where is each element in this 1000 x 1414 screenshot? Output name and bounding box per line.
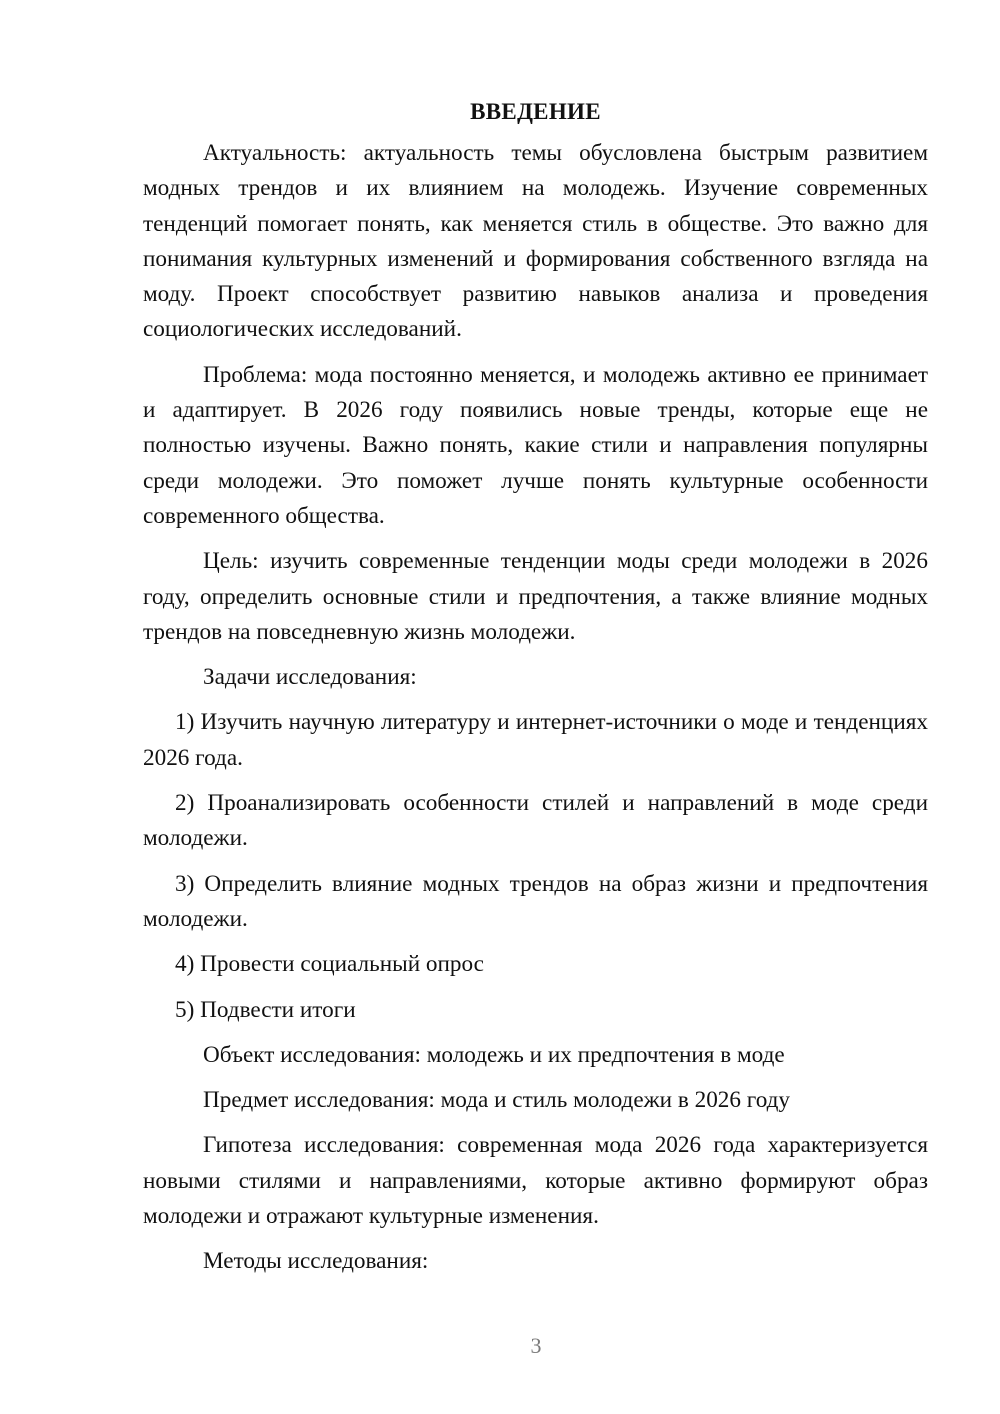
research-subject: Предмет исследования: мода и стиль молодежи в 2026 году — [203, 1087, 791, 1114]
list-item: 2) Проанализировать особенности стилей и направлений в моде среди молодежи. — [143, 790, 928, 852]
page-number: 3 — [530, 1333, 542, 1358]
tasks-list — [143, 705, 928, 1027]
list-item: 3) Определить влияние модных трендов на образ жизни и предпочтения молодежи. — [143, 870, 928, 932]
research-hypothesis: Гипотеза исследования: современная мода 2026 года характеризуется новыми стилями и направлениями, которые активно формируют образ молодежи и отражают культурные изменения. — [143, 1132, 928, 1230]
goal-paragraph: Цель: изучить современные тенденции моды среди молодежи в 2026 году, определить основные стили и предпочтения, а также влияние модных трендов на повседневную жизнь молодежи. — [143, 548, 928, 645]
list-item: 1) Изучить научную литературу и интернет-источники о моде и тенденциях 2026 года. — [143, 709, 928, 771]
relevance-paragraph: Актуальность: актуальность темы обусловлена быстрым развитием модных трендов и их влиянием на молодежь. Изучение современных тенденций помогает понять, как меняется стиль в обществе. Это важно для понимания культурных изменений и формирования собственного взгляда на моду. Проект способствует развитию навыков анализа и проведения социологических исследований. — [143, 140, 928, 343]
list-item: 4) Провести социальный опрос — [175, 951, 484, 978]
list-item: 5) Подвести итоги — [175, 996, 356, 1023]
research-methods: Методы исследования: — [203, 1248, 429, 1275]
problem-paragraph: Проблема: мода постоянно меняется, и молодежь активно ее принимает и адаптирует. В 2026 году появились новые тренды, которые еще не полностью изучены. Важно понять, какие стили и направления популярны среди молодежи. Это поможет лучше понять культурные особенности современного общества. — [143, 361, 928, 529]
document-page — [143, 96, 928, 1290]
tasks-heading: Задачи исследования: — [203, 664, 417, 691]
research-object: Объект исследования: молодежь и их предпочтения в моде — [203, 1041, 785, 1068]
section-title: ВВЕДЕНИЕ — [470, 99, 601, 124]
